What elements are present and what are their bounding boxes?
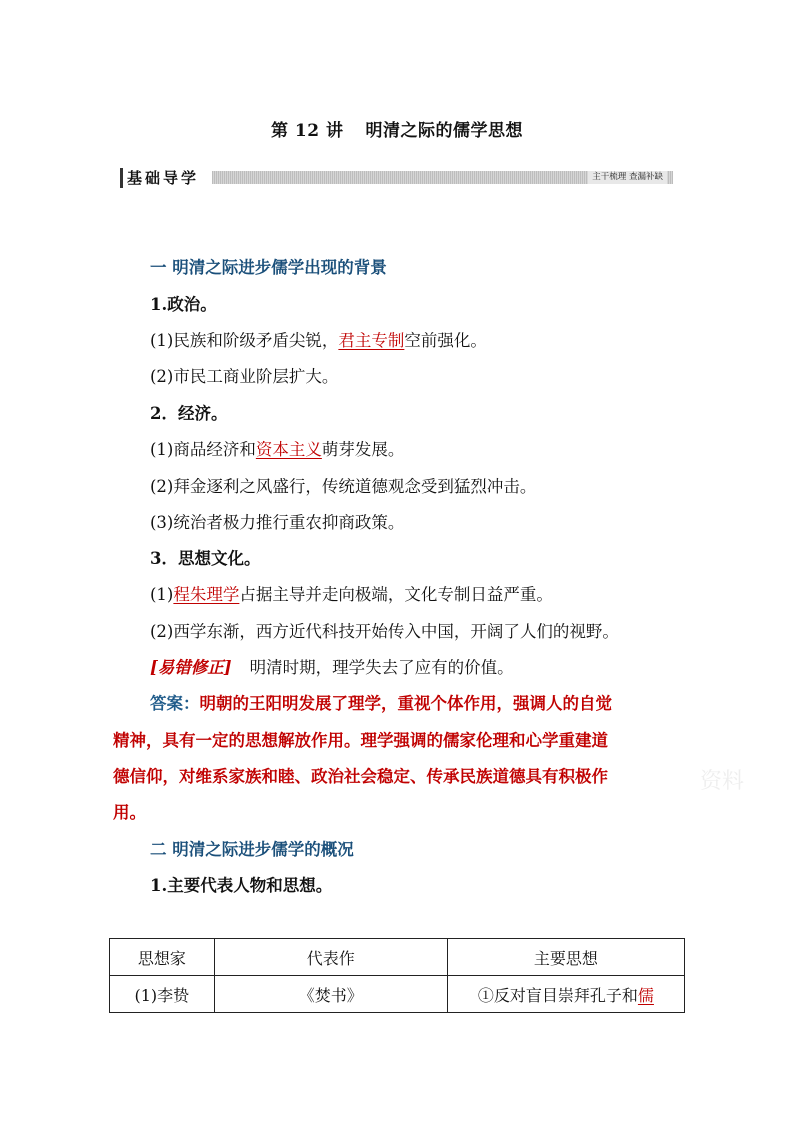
keyword: 君主专制 — [338, 331, 405, 350]
answer-line-3: 德信仰，对维系家族和睦、政治社会稳定、传承民族道德具有积极作 — [113, 767, 608, 786]
page-title — [0, 116, 794, 141]
thinkers-table — [109, 938, 685, 1013]
table-header-cell: 代表作 — [214, 939, 447, 976]
table-header-cell: 思想家 — [110, 939, 215, 976]
section1-point3-item2: (2)西学东渐，西方近代科技开始传入中国，开阔了人们的视野。 — [150, 622, 619, 641]
section1-point2-item2: (2)拜金逐利之风盛行，传统道德观念受到猛烈冲击。 — [150, 477, 537, 496]
section1-point1-item1 — [150, 327, 487, 351]
answer-label: 答案： — [150, 694, 200, 713]
table-header-row — [110, 939, 685, 976]
section1-point2-title: 2．经济。 — [150, 404, 228, 423]
watermark: 资料 — [700, 769, 745, 794]
keyword: 儒 — [637, 985, 654, 1005]
correction-tag: [易错修正] — [150, 658, 232, 677]
section1-point1-item2: (2)市民工商业阶层扩大。 — [150, 367, 339, 386]
text: ①反对盲目崇拜孔子和 — [477, 985, 638, 1005]
section1-point2-item1 — [150, 436, 404, 460]
lesson-topic: 明清之际的儒学思想 — [365, 121, 523, 141]
answer-text: 明朝的王阳明发展了理学，重视个体作用，强调人的自觉 — [199, 694, 612, 713]
section2-heading: 二 明清之际进步儒学的概况 — [150, 840, 354, 859]
keyword: 资本主义 — [255, 440, 322, 459]
section2-point1-title: 1.主要代表人物和思想。 — [150, 876, 333, 895]
text: 空前强化。 — [404, 331, 487, 350]
text: (1) — [150, 585, 174, 604]
answer-line-2: 精神，具有一定的思想解放作用。理学强调的儒家伦理和心学重建道 — [113, 731, 608, 750]
text: 占据主导并走向极端，文化专制日益严重。 — [239, 585, 553, 604]
text: 萌芽发展。 — [321, 440, 405, 459]
banner-label: 基础导学 — [120, 168, 205, 188]
answer-line-4: 用。 — [113, 803, 146, 822]
text: (1)民族和阶级矛盾尖锐， — [150, 331, 339, 350]
banner-tag: 主干梳理 查漏补缺 — [588, 171, 667, 184]
correction-note — [150, 654, 514, 678]
table-header-cell: 主要思想 — [447, 939, 684, 976]
section-banner — [120, 168, 673, 188]
keyword: 程朱理学 — [173, 585, 240, 604]
section1-point3-title: 3．思想文化。 — [150, 549, 261, 568]
section1-point2-item3: (3)统治者极力推行重农抑商政策。 — [150, 513, 405, 532]
section1-point3-item1 — [150, 581, 553, 605]
table-cell-work: 《焚书》 — [214, 976, 447, 1013]
answer-line-1 — [150, 690, 612, 714]
table-cell-idea — [447, 976, 684, 1013]
correction-text: 明清时期，理学失去了应有的价值。 — [249, 658, 514, 677]
lesson-number: 第 12 讲 — [271, 121, 344, 141]
section1-heading: 一 明清之际进步儒学出现的背景 — [150, 258, 387, 277]
text: (1)商品经济和 — [150, 440, 256, 459]
table-cell-thinker: (1)李贽 — [110, 976, 215, 1013]
section1-point1-title: 1.政治。 — [150, 295, 217, 314]
table-row — [110, 976, 685, 1013]
